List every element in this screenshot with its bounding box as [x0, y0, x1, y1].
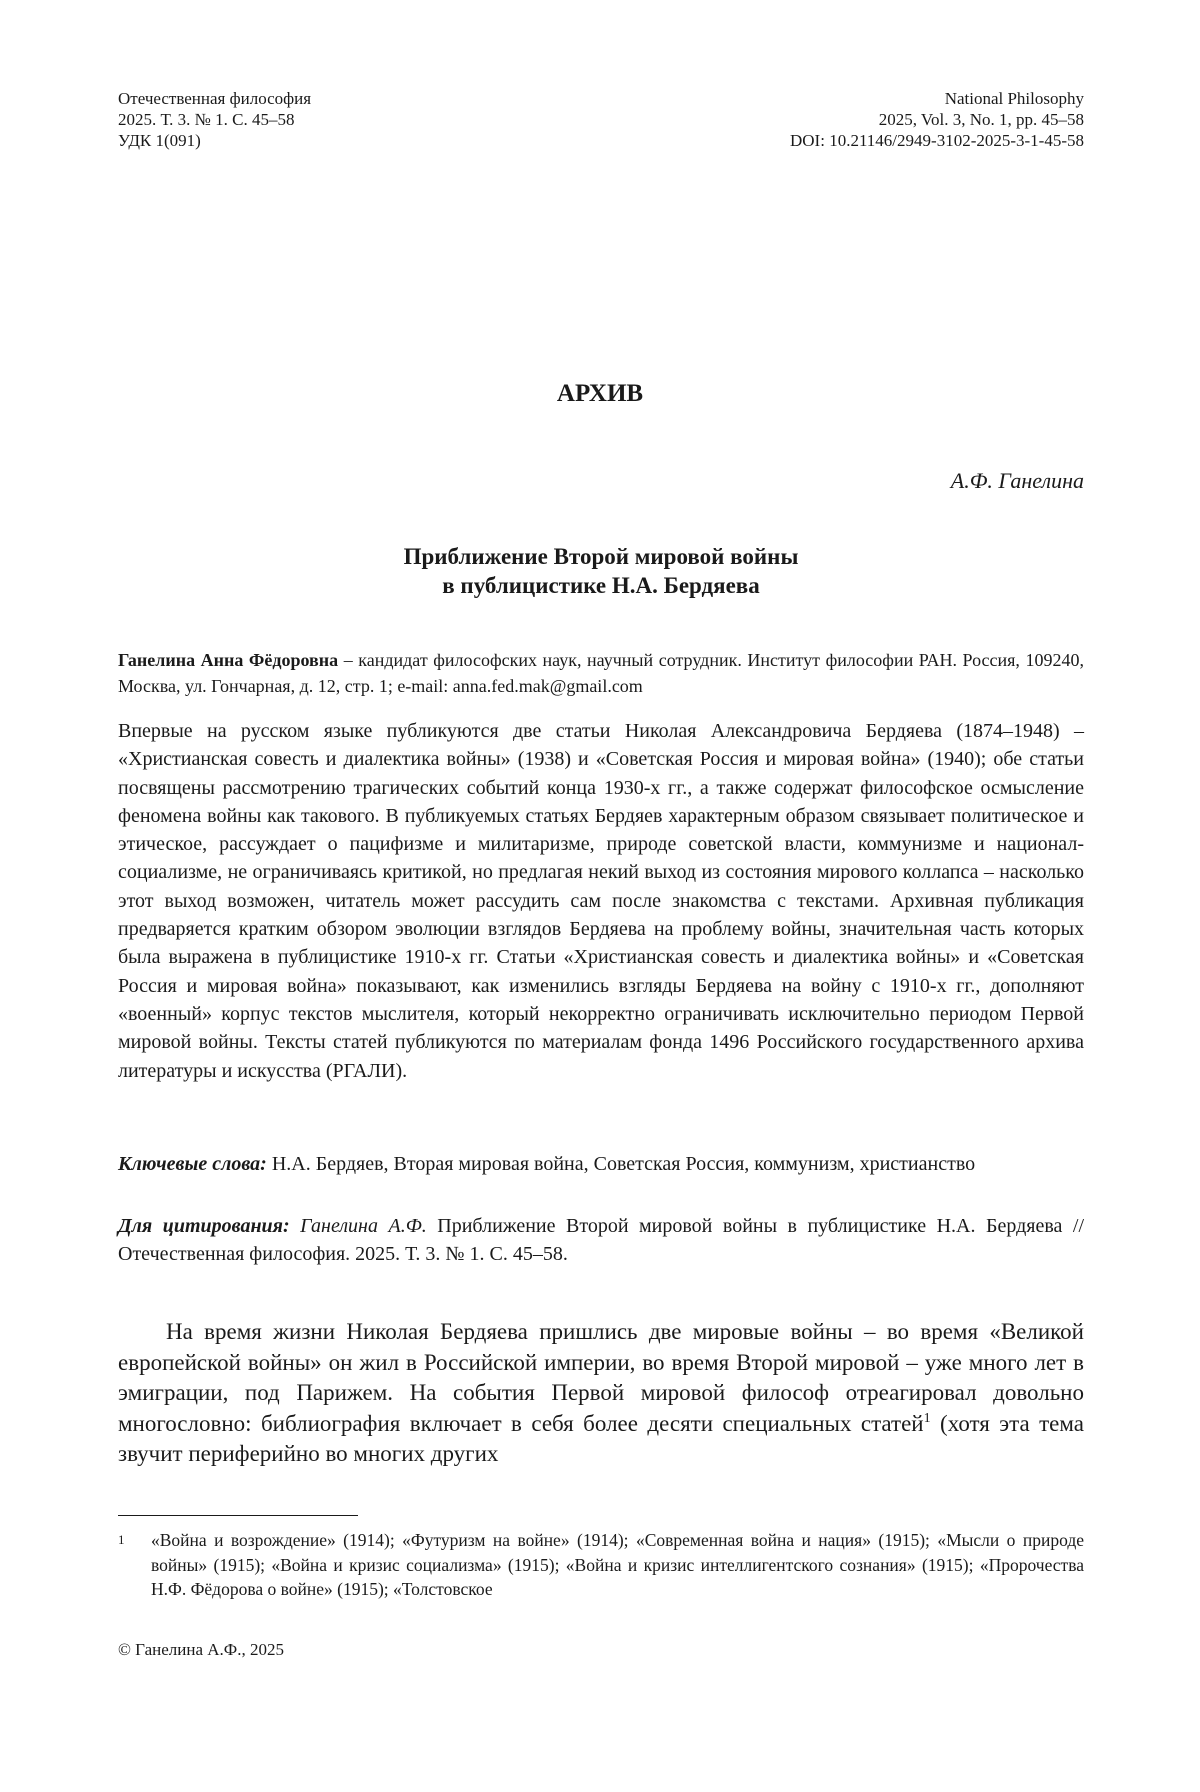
issue-info-en: 2025, Vol. 3, No. 1, pp. 45–58	[878, 110, 1084, 129]
body-paragraph	[118, 1317, 1084, 1470]
footnote-reference: 1	[923, 1410, 931, 1426]
footnote-divider	[118, 1515, 358, 1516]
doi: DOI: 10.21146/2949-3102-2025-3-1-45-58	[790, 131, 1084, 150]
affiliation-text: – кандидат философских наук, научный сотрудник. Институт философии РАН. Россия, 109240, Москва, ул. Гончарная, д. 12, стр. 1; e-mail: anna.fed.mak@gmail.com	[118, 650, 1084, 696]
body-text-after-note: (хотя эта тема звучит периферийно во многих других	[118, 1410, 1084, 1466]
journal-name-ru: Отечественная философия	[118, 89, 312, 108]
journal-name-en: National Philosophy	[944, 89, 1084, 108]
footnote-mark: 1	[118, 1532, 125, 1547]
author-short: А.Ф. Ганелина	[950, 468, 1084, 493]
keywords-label: Ключевые слова:	[118, 1153, 267, 1175]
section-title: АРХИВ	[556, 380, 644, 407]
footnote-text: «Война и возрождение» (1914); «Футуризм на войне» (1914); «Современная война и нация» (1915); «Мысли о природе войны» (1915); «Война и кризис социализма» (1915); «Война и кризис интеллигентского сознания» (1915); «Пророчества Н.Ф. Фёдорова о войне» (1915); «Толстовское	[151, 1530, 1084, 1599]
article-title	[118, 542, 1084, 600]
citation-author: Ганелина А.Ф.	[289, 1215, 427, 1237]
citation-label: Для цитирования:	[118, 1215, 290, 1237]
citation	[118, 1212, 1084, 1268]
title-line-1: Приближение Второй мировой войны	[403, 544, 799, 569]
copyright: © Ганелина А.Ф., 2025	[118, 1640, 284, 1659]
author-affiliation	[118, 647, 1084, 699]
keywords	[118, 1150, 1084, 1178]
udc-code: УДК 1(091)	[118, 131, 201, 150]
header-right	[790, 88, 1084, 151]
title-line-2: в публицистике Н.А. Бердяева	[442, 573, 760, 598]
footnote	[118, 1528, 1084, 1602]
body-text-before-note: На время жизни Николая Бердяева пришлись две мировые войны – во время «Великой европейской войны» он жил в Российской империи, во время Второй мировой – уже много лет в эмиграции, под Парижем. На события Первой мировой философ отреагировал довольно многословно: библиография включает в себя более десяти специальных статей	[118, 1319, 1084, 1436]
citation-text: Приближение Второй мировой войны в публицистике Н.А. Бердяева // Отечественная философия. 2025. Т. 3. № 1. С. 45–58.	[118, 1215, 1085, 1265]
header-left	[118, 88, 311, 151]
keywords-text: Н.А. Бердяев, Вторая мировая война, Советская Россия, коммунизм, христианство	[266, 1153, 976, 1175]
abstract: Впервые на русском языке публикуются две статьи Николая Александровича Бердяева (1874–1948) – «Христианская совесть и диалектика войны» (1938) и «Советская Россия и мировая война» (1940); обе статьи посвящены рассмотрению трагических событий конца 1930-х гг., а также содержат философское осмысление феномена войны как такового. В публикуемых статьях Бердяев характерным образом связывает политическое и этическое, рассуждает о пацифизме и милитаризме, природе советской власти, коммунизме и национал-социализме, не ограничиваясь критикой, но предлагая некий выход из состояния мирового коллапса – насколько этот выход возможен, читатель может рассудить сам после знакомства с текстами. Архивная публикация предваряется кратким обзором эволюции взглядов Бердяева на проблему войны, значительная часть которых была выражена в публицистике 1910-х гг. Статьи «Христианская совесть и диалектика войны» и «Советская Россия и мировая война» показывают, как изменились взгляды Бердяева на войну с 1910-х гг., дополняют «военный» корпус текстов мыслителя, который некорректно ограничивать исключительно периодом Первой мировой войны. Тексты статей публикуются по материалам фонда 1496 Российского государственного архива литературы и искусства (РГАЛИ).	[118, 720, 1084, 1082]
author-full-name: Ганелина Анна Фёдоровна	[118, 650, 339, 670]
issue-info-ru: 2025. Т. 3. № 1. С. 45–58	[118, 110, 295, 129]
